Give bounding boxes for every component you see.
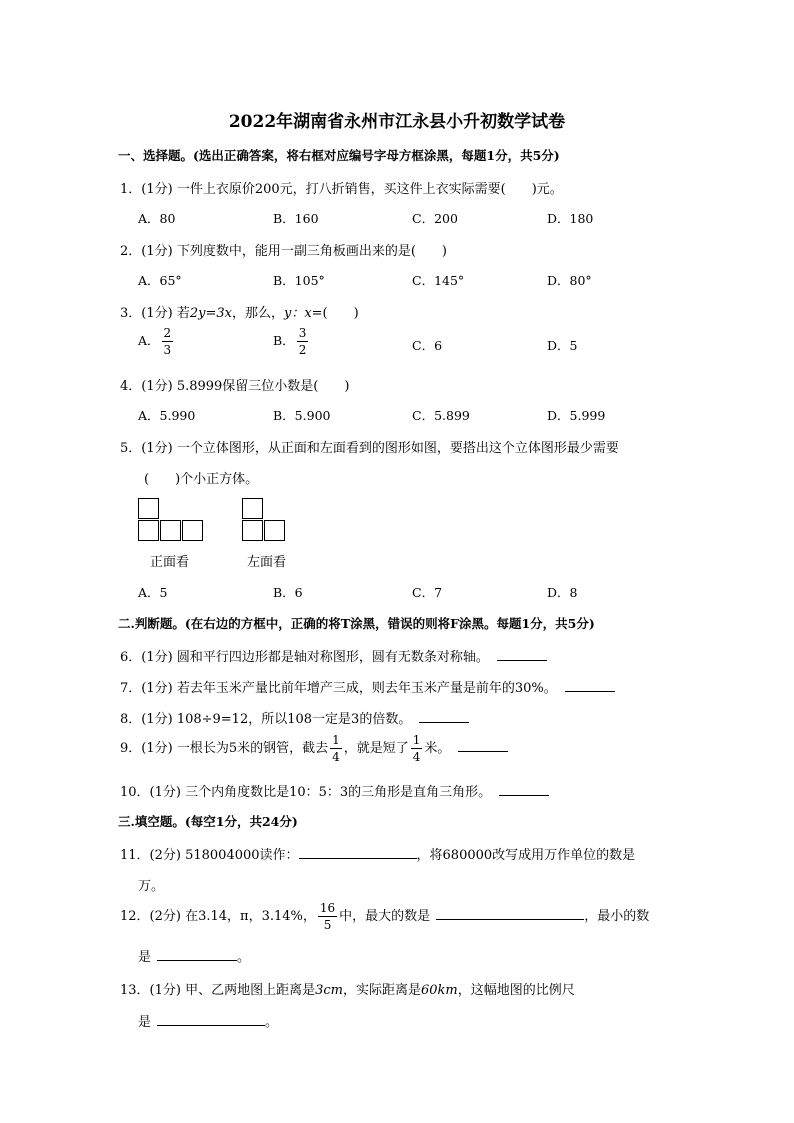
question-1: 1．(1分) 一件上衣原价200元，打八折销售，买这件上衣实际需要( )元。 — [120, 182, 563, 197]
question-12-prefix: 12．(2分) 在3.14，π，3.14%， — [120, 909, 316, 924]
question-11-line-2: 万。 — [138, 879, 165, 894]
question-3 — [120, 302, 359, 321]
question-11-prefix: 11．(2分) 518004000读作： — [120, 848, 299, 863]
q12-fraction — [318, 902, 337, 931]
fraction-denominator: 2 — [298, 343, 307, 357]
q4-option-d[interactable]: D．5.999 — [547, 408, 606, 423]
question-4: 4．(1分) 5.8999保留三位小数是( ) — [120, 379, 350, 394]
question-7-text: 7．(1分) 若去年玉米产量比前年增产三成，则去年玉米产量是前年的30%。 — [120, 681, 557, 696]
fraction-denominator: 3 — [163, 343, 172, 357]
question-13-map-distance: 3cm — [315, 983, 343, 998]
question-9-mid: ，就是短了 — [343, 741, 409, 756]
question-12-line-1 — [120, 902, 649, 931]
question-13-line2-prefix: 是 — [138, 1015, 152, 1030]
question-12-end: ，最小的数 — [584, 909, 650, 924]
question-13-line-2 — [138, 1011, 278, 1030]
question-6 — [120, 646, 547, 665]
question-13-line2-end: 。 — [265, 1015, 279, 1030]
question-12-mid: 中，最大的数是 — [339, 909, 431, 924]
q5-option-d[interactable]: D．8 — [547, 585, 578, 600]
cube-square — [264, 520, 285, 541]
q4-option-c[interactable]: C．5.899 — [412, 408, 470, 423]
question-6-text: 6．(1分) 圆和平行四边形都是轴对称图形，圆有无数条对称轴。 — [120, 650, 489, 665]
fraction-numerator: 3 — [298, 326, 307, 340]
q5-option-a[interactable]: A．5 — [138, 585, 168, 600]
answer-blank[interactable] — [497, 649, 547, 661]
question-12-line2-end: 。 — [237, 950, 251, 965]
cube-square — [182, 520, 203, 541]
q3-option-b[interactable] — [273, 327, 310, 356]
question-7 — [120, 677, 615, 696]
q3-option-a-fraction — [162, 327, 174, 356]
q9-fraction-1 — [330, 734, 342, 763]
question-13-end: ，这幅地图的比例尺 — [457, 983, 575, 998]
q5-option-c[interactable]: C．7 — [412, 585, 443, 600]
question-5-line-1: 5．(1分) 一个立体图形，从正面和左面看到的图形如图，要搭出这个立体图形最少需要 — [120, 441, 619, 456]
left-view-caption: 左面看 — [247, 555, 287, 570]
q3-ratio: y：x= — [283, 306, 323, 321]
front-view-caption: 正面看 — [150, 555, 190, 570]
q1-option-c[interactable]: C．200 — [412, 211, 458, 226]
q3-option-b-fraction — [297, 327, 309, 356]
question-8 — [120, 708, 469, 727]
q3-suffix: ( ) — [322, 306, 359, 321]
q1-option-b[interactable]: B．160 — [273, 211, 319, 226]
q3-equation: 2y=3x — [189, 306, 232, 321]
front-view-figure — [138, 498, 208, 544]
q9-fraction-2 — [411, 734, 423, 763]
question-13-line-1 — [120, 979, 575, 998]
fraction-denominator: 5 — [323, 918, 332, 932]
question-2: 2．(1分) 下列度数中，能用一副三角板画出来的是( ) — [120, 244, 447, 259]
fraction-numerator: 2 — [163, 326, 172, 340]
answer-blank[interactable] — [299, 847, 417, 859]
question-13-actual-distance: 60km — [421, 983, 458, 998]
q2-option-b[interactable]: B．105° — [273, 273, 325, 288]
question-12-line2-prefix: 是 — [138, 950, 152, 965]
page-title: 2022年湖南省永州市江永县小升初数学试卷 — [228, 112, 566, 132]
section-heading-choice: 一、选择题。(选出正确答案，将右框对应编号字母方框涂黑，每题1分，共5分) — [118, 148, 560, 163]
fraction-numerator: 1 — [332, 733, 340, 747]
cube-square — [242, 520, 263, 541]
fraction-denominator: 4 — [332, 750, 340, 764]
answer-blank[interactable] — [458, 740, 508, 752]
fraction-denominator: 4 — [412, 750, 421, 764]
fraction-numerator: 16 — [319, 901, 336, 915]
left-view-figure — [242, 498, 292, 544]
answer-blank[interactable] — [157, 1014, 265, 1026]
q3-mid: ，那么， — [231, 306, 284, 321]
q2-option-c[interactable]: C．145° — [412, 273, 465, 288]
answer-blank[interactable] — [565, 680, 615, 692]
question-11-line-1 — [120, 844, 635, 863]
q3-option-a-label: A． — [138, 333, 160, 348]
fraction-numerator: 1 — [412, 733, 421, 747]
question-9-prefix: 9．(1分) 一根长为5米的钢管，截去 — [120, 741, 329, 756]
q4-option-b[interactable]: B．5.900 — [273, 408, 331, 423]
question-9-suffix: 米。 — [424, 741, 451, 756]
section-heading-fill-blank: 三.填空题。(每空1分，共24分) — [118, 814, 298, 829]
q1-option-d[interactable]: D．180 — [547, 211, 594, 226]
q3-option-a[interactable] — [138, 327, 175, 356]
q3-prefix: 3．(1分) 若 — [120, 306, 190, 321]
cube-square — [242, 498, 263, 519]
question-10-text: 10．(1分) 三个内角度数比是10：5：3的三角形是直角三角形。 — [120, 785, 492, 800]
q3-option-c[interactable]: C．6 — [412, 338, 443, 353]
answer-blank[interactable] — [419, 711, 469, 723]
q3-option-b-label: B． — [273, 333, 295, 348]
question-12-line-2 — [138, 946, 250, 965]
answer-blank[interactable] — [436, 908, 584, 920]
question-13-mid: ，实际距离是 — [342, 983, 421, 998]
question-13-prefix: 13．(1分) 甲、乙两地图上距离是 — [120, 983, 316, 998]
question-10 — [120, 781, 549, 800]
cube-square — [138, 498, 159, 519]
q2-option-d[interactable]: D．80° — [547, 273, 592, 288]
section-heading-judgment: 二.判断题。(在右边的方框中，正确的将T涂黑，错误的则将F涂黑。每题1分，共5分) — [118, 616, 595, 631]
q1-option-a[interactable]: A．80 — [138, 211, 176, 226]
q3-option-d[interactable]: D．5 — [547, 338, 578, 353]
q5-option-b[interactable]: B．6 — [273, 585, 303, 600]
answer-blank[interactable] — [499, 784, 549, 796]
cube-square — [138, 520, 159, 541]
q4-option-a[interactable]: A．5.990 — [138, 408, 196, 423]
question-9 — [120, 734, 508, 763]
q2-option-a[interactable]: A．65° — [138, 273, 182, 288]
question-8-text: 8．(1分) 108÷9=12，所以108一定是3的倍数。 — [120, 712, 412, 727]
answer-blank[interactable] — [157, 949, 237, 961]
question-5-line-2: ( )个小正方体。 — [144, 472, 259, 487]
question-11-mid: ，将680000改写成用万作单位的数是 — [416, 848, 636, 863]
cube-square — [160, 520, 181, 541]
